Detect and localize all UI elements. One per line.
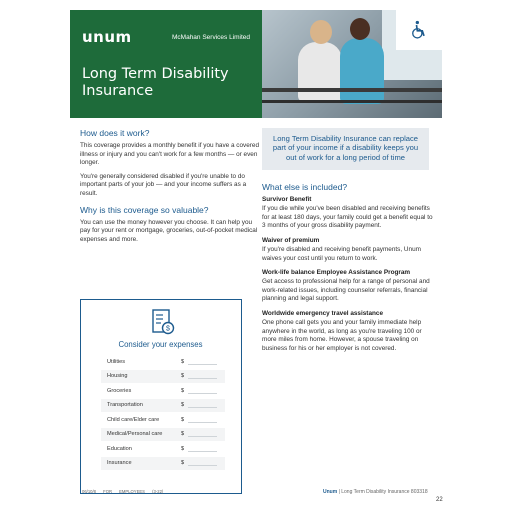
expense-row bbox=[101, 355, 225, 370]
expense-row bbox=[101, 413, 225, 428]
expense-label: Groceries bbox=[107, 387, 132, 394]
expenses-table bbox=[101, 355, 225, 471]
item-title: Waiver of premium bbox=[262, 237, 320, 244]
expense-label: Transportation bbox=[107, 402, 143, 409]
currency-symbol: $ bbox=[181, 431, 185, 438]
amount-field[interactable] bbox=[188, 388, 217, 394]
body-paragraph: You're generally considered disabled if you're unable to do important parts of your job — and your income suffers as a result. bbox=[80, 172, 247, 197]
expense-label: Utilities bbox=[107, 358, 126, 365]
currency-symbol: $ bbox=[181, 460, 185, 467]
expense-row bbox=[101, 442, 225, 457]
footer-product bbox=[323, 489, 428, 495]
left-column bbox=[80, 128, 260, 249]
amount-field[interactable] bbox=[188, 460, 217, 466]
currency-symbol: $ bbox=[181, 387, 185, 394]
footer-brand: Unum bbox=[323, 489, 338, 495]
right-column bbox=[262, 128, 434, 359]
currency-symbol: $ bbox=[181, 402, 185, 409]
item-text: If you die while you've been disabled and receiving benefits for at least 180 days, your family could get a benefit equal to 3 months of your gross disability payment. bbox=[262, 205, 433, 230]
expense-row bbox=[101, 399, 225, 414]
expense-row bbox=[101, 428, 225, 443]
amount-field[interactable] bbox=[188, 446, 217, 452]
item-text: One phone call gets you and your family immediate help anywhere in the world, as long as you're traveling 100 or more miles from home. However, a spouse traveling on business for his or her employer is not covered. bbox=[262, 318, 422, 352]
expense-row bbox=[101, 384, 225, 399]
body-paragraph: You can use the money however you choose. It can help you pay for your rent or mortgage, groceries, out-of-pocket medical expenses and more. bbox=[80, 218, 258, 243]
amount-field[interactable] bbox=[188, 402, 217, 408]
item-title: Work-life balance Employee Assistance Program bbox=[262, 269, 411, 277]
footer-form-code: 06/10/8 FOR EMPLOYEES (3-22) bbox=[82, 489, 164, 494]
item-title: Survivor Benefit bbox=[262, 196, 312, 204]
section-heading-included: What else is included? bbox=[262, 182, 348, 193]
amount-field[interactable] bbox=[188, 431, 217, 437]
currency-symbol: $ bbox=[181, 373, 185, 380]
document-page bbox=[70, 10, 442, 502]
expense-label: Child care/Elder care bbox=[107, 416, 160, 423]
section-heading-why: Why is this coverage so valuable? bbox=[80, 204, 209, 215]
section-heading-how: How does it work? bbox=[80, 128, 150, 138]
document-dollar-icon bbox=[149, 308, 175, 336]
amount-field[interactable] bbox=[188, 373, 217, 379]
currency-symbol: $ bbox=[181, 445, 185, 452]
expenses-worksheet bbox=[80, 299, 242, 494]
title-panel bbox=[70, 10, 262, 118]
item-text: Get access to professional help for a range of personal and work-related issues, including counselor referrals, financial planning and legal support. bbox=[262, 278, 430, 303]
expense-row bbox=[101, 370, 225, 385]
expense-row bbox=[101, 457, 225, 472]
page-number: 22 bbox=[436, 497, 443, 503]
svg-text:$: $ bbox=[166, 325, 170, 333]
expense-label: Education bbox=[107, 445, 132, 452]
company-name: McMahan Services Limited bbox=[172, 34, 251, 41]
currency-symbol: $ bbox=[181, 358, 185, 365]
footer-product-text: | Long Term Disability Insurance 803318 bbox=[338, 489, 428, 495]
expenses-title: Consider your expenses bbox=[118, 340, 203, 349]
wheelchair-icon bbox=[396, 10, 442, 50]
body-paragraph: This coverage provides a monthly benefit if you have a covered illness or injury and you can't work for a few months — or even longer. bbox=[80, 142, 260, 167]
expense-label: Housing bbox=[107, 373, 128, 380]
unum-logo: unum bbox=[82, 28, 132, 46]
callout-quote: Long Term Disability Insurance can replace part of your income if a disability keeps you out of work for a long period of time bbox=[262, 128, 429, 170]
page-title: Long Term Disability Insurance bbox=[82, 66, 229, 99]
expense-label: Medical/Personal care bbox=[107, 431, 163, 438]
amount-field[interactable] bbox=[188, 417, 217, 423]
item-text: If you're disabled and receiving benefit payments, Unum waives your cost until you return to work. bbox=[262, 246, 421, 262]
item-title: Worldwide emergency travel assistance bbox=[262, 309, 384, 317]
expense-label: Insurance bbox=[107, 460, 132, 467]
amount-field[interactable] bbox=[188, 359, 217, 365]
currency-symbol: $ bbox=[181, 416, 185, 423]
header-banner bbox=[70, 10, 442, 118]
